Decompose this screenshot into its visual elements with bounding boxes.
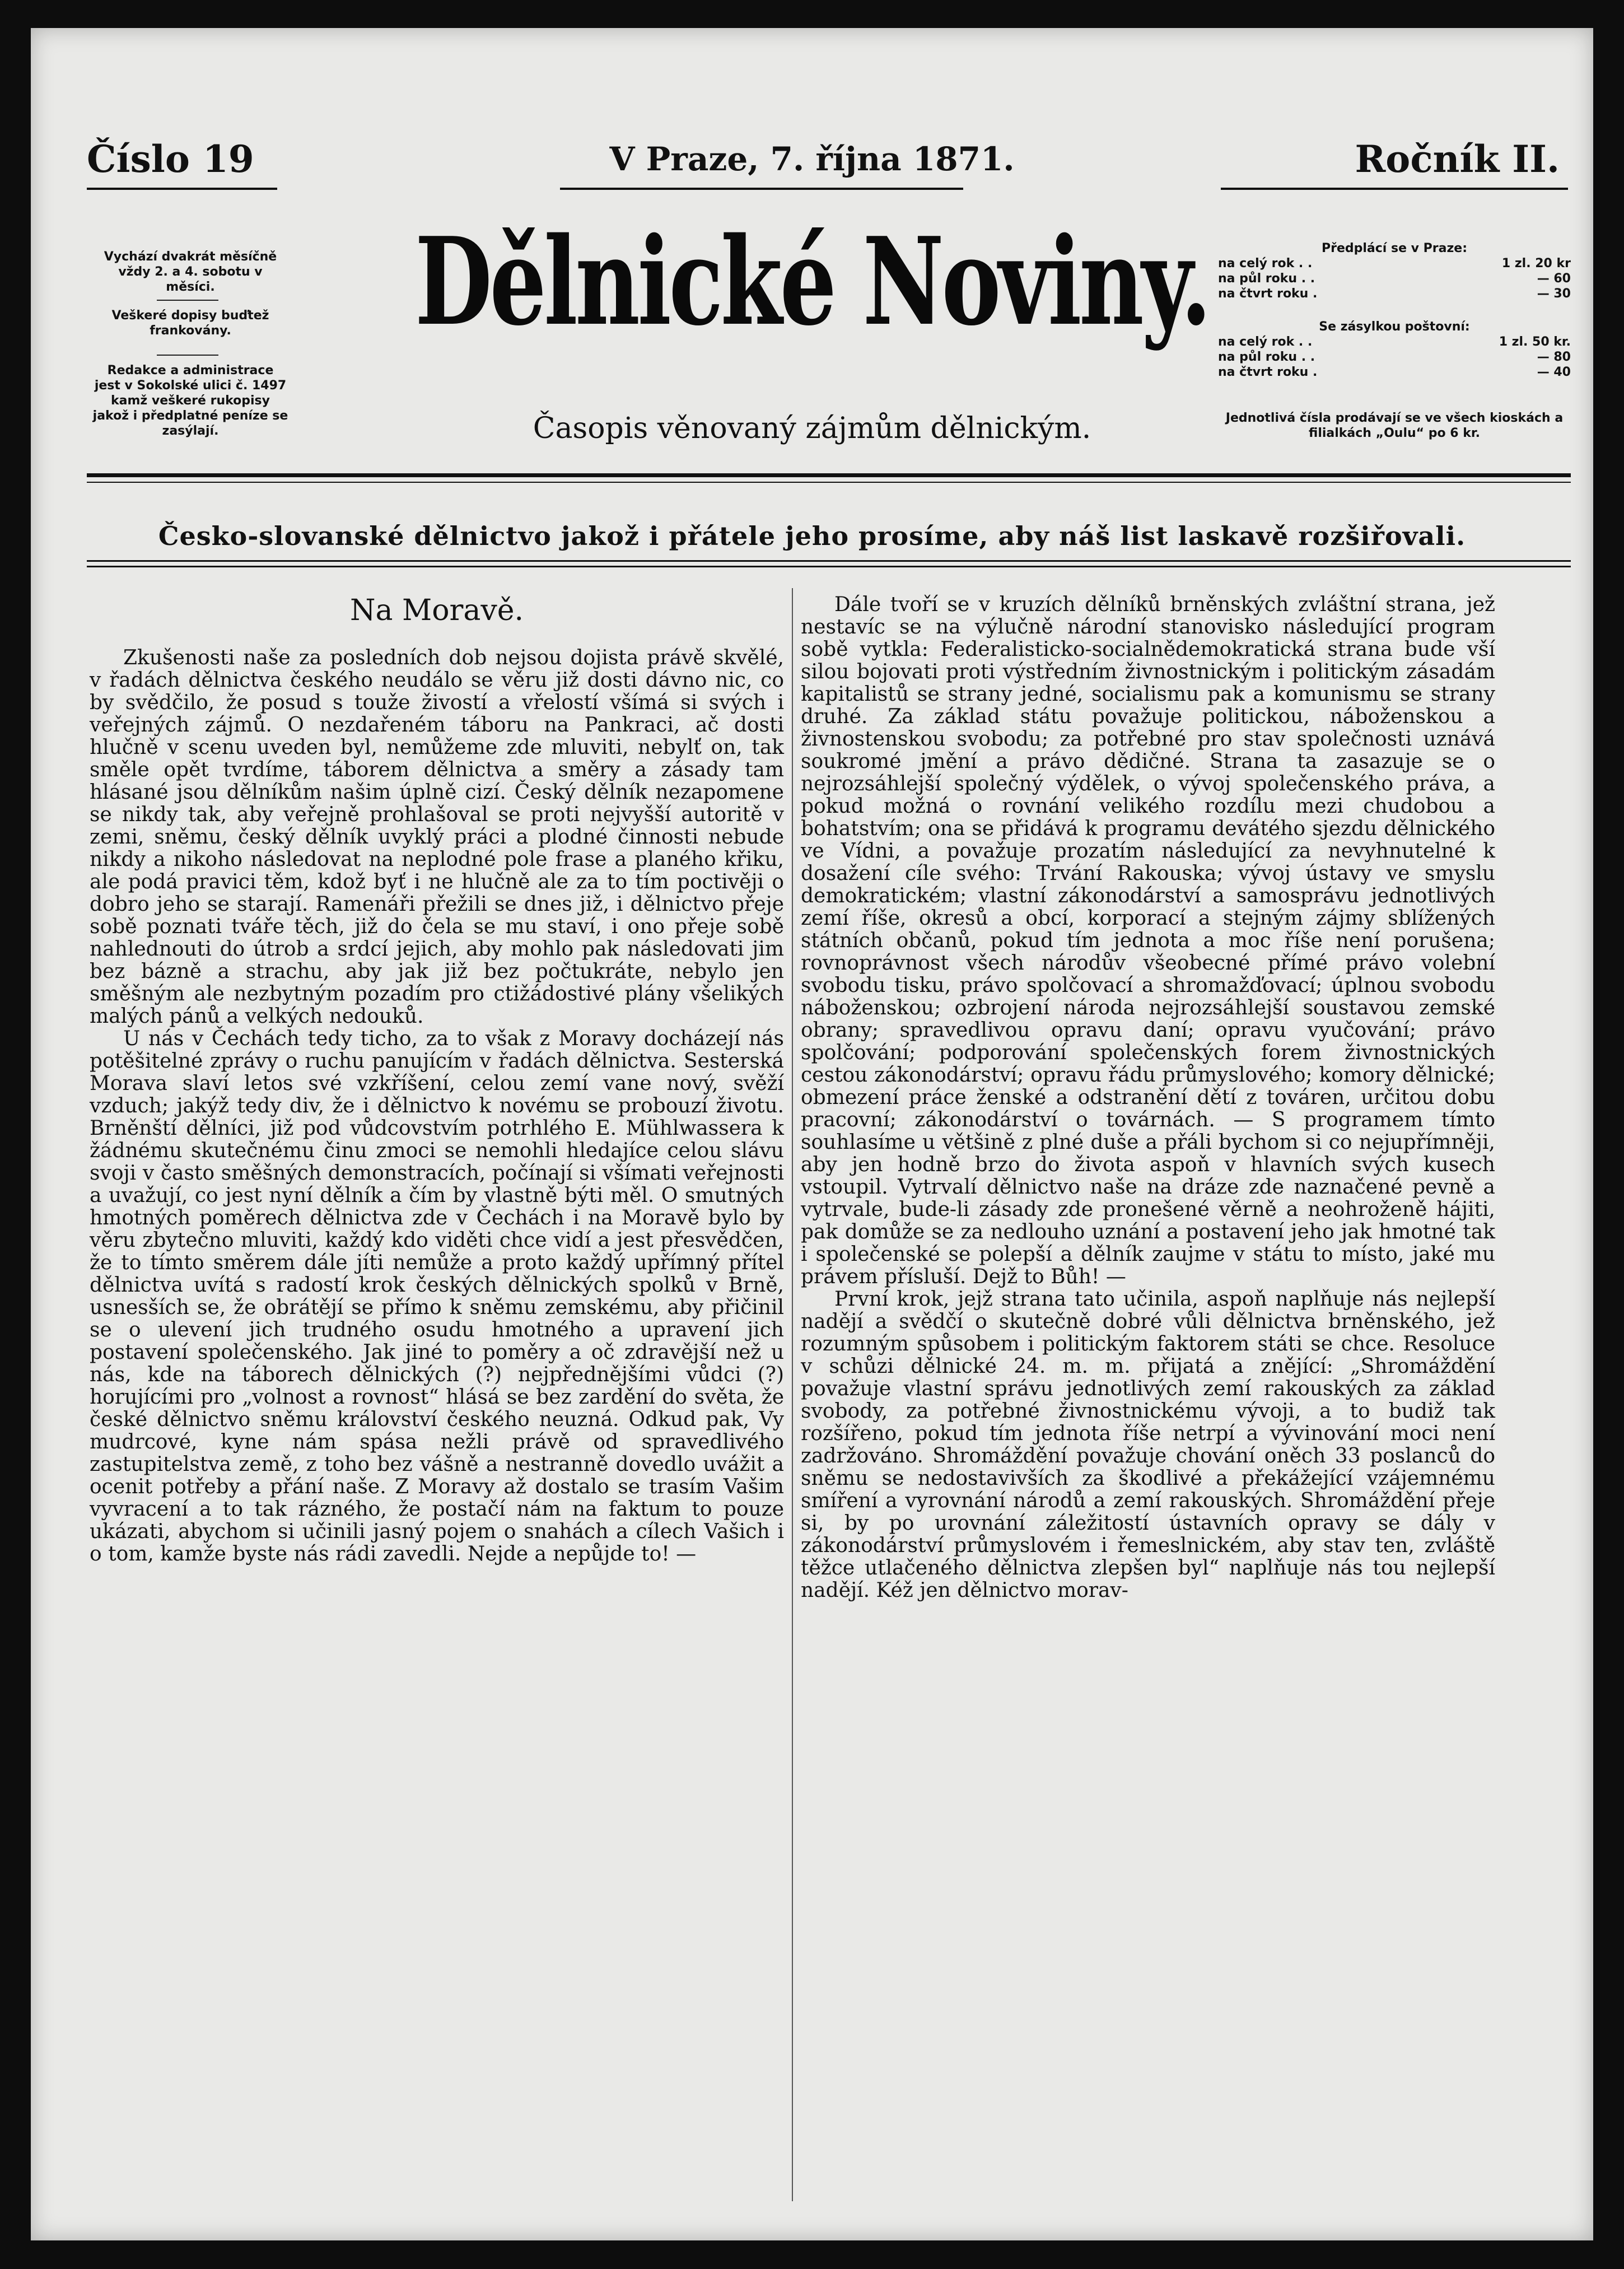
masthead-rule-left (87, 188, 277, 190)
prague-subscription-header: Předplácí se v Praze: (1321, 241, 1468, 255)
issue-number: Číslo 19 (87, 137, 254, 181)
article-column-right (801, 594, 1495, 1602)
prague-subscription (1218, 241, 1571, 301)
price-row (1218, 365, 1571, 380)
masthead-rule-center (560, 188, 963, 190)
price-row (1218, 334, 1571, 350)
note-divider (157, 355, 218, 356)
editorial-address: Redakce a administrace jest v Sokolské ulici č. 1497 kamž veškeré rukopisy jakož i předplatné peníze se zasýlají. (92, 364, 288, 438)
masthead-double-rule-top (87, 473, 1571, 477)
price-row (1218, 256, 1571, 271)
article-heading: Na Moravě. (349, 594, 524, 627)
price-label: na půl roku . . (1218, 350, 1315, 364)
masthead-rule-right (1221, 188, 1568, 190)
price-value: — 40 (1537, 365, 1571, 379)
price-label: na čtvrt roku . (1218, 287, 1318, 301)
article-column-left (90, 594, 784, 1566)
price-label: na celý rok . . (1218, 335, 1313, 349)
masthead-double-rule-bottom (87, 482, 1571, 483)
price-value: — 60 (1537, 272, 1571, 286)
price-value: 1 zl. 50 kr. (1499, 335, 1571, 349)
article-paragraph: U nás v Čechách tedy ticho, za to však z Moravy docházejí nás potěšitelné zprávy o ruchu panujícím v řadách dělnictva. Sesterská Morava slaví letos své vzkříšení, celou zemí vane nový, svěží vzduch; jakýž tedy div, že i dělnictvo k novému se probouzí životu. Brněnští dělníci, již pod vůdcovstvím potrhlého E. Mühlwassera k žádnému skutečnému činu zmoci se nemohli hledajíce celou slávu svoji v často směšných demonstracích, počínají si všímati veřejnosti a uvažují, co jest nyní dělník a čím by vlastně býti měl. O smutných hmotných poměrech dělnictva zde v Čechách i na Moravě bylo by věru zbytečno mluviti, každý kdo viděti chce vidí a jest přesvědčen, že to tímto směrem dále jíti nemůže a proto každý upřímný přítel dělnictva uvítá s radostí krok českých dělnických spolků v Brně, usnesších se, že obrátějí se přímo k sněmu zemskému, aby přičinil se o ulevení jich trudného osudu hmotného a upravení jich postavení společenského. Jak jiné to poměry a oč zdravější než u nás, kde na táborech dělnických (?) nejpřednějšími vůdci (?) horujícími pro „volnost a rovnost“ hlásá se bez zardění do světa, že české dělnictvo sněmu království českého neuzná. Odkud pak, Vy mudrcové, kyne nám spása nežli právě od spravedlivého zastupitelstva země, z toho bez vášně a nestranně dovedlo uvážit a ocenit potřeby a přání naše. Z Moravy až dostalo se trasím Vašim vyvracení a to tak rázného, že postačí nám na faktum to pouze ukázati, abychom si učinili jasný pojem o snahách a cílech Vašich i o tom, kamže byste nás rádi zavedli. Nejde a nepůjde to! — (90, 1027, 784, 1566)
newspaper-page (31, 28, 1593, 2240)
note-divider (157, 300, 218, 301)
volume-number: Ročník II. (1355, 137, 1560, 181)
newspaper-subtitle: Časopis věnovaný zájmům dělnickým. (533, 412, 1091, 445)
price-row (1218, 271, 1571, 286)
price-value: 1 zl. 20 kr (1501, 257, 1571, 271)
price-value: — 30 (1537, 287, 1571, 301)
price-row (1218, 286, 1571, 301)
article-paragraph: První krok, jejž strana tato učinila, aspoň naplňuje nás nejlepší nadějí a svědčí o skutečně dobré vůli dělnictva brněnského, jež rozumným spůsobem i politickým faktorem státi se chce. Resoluce v schůzi dělnické 24. m. m. přijatá a znějící: „Shromáždění považuje vlastní správu jednotlivých zemí rakouských za základ svobody, za potřebné živnostnickému vývoji, a to budiž tak rozšířeno, pokud tím jednota říše netrpí a vývinování moci není zadržováno. Shromáždění považuje chování oněch 33 poslanců do sněmu se nedostavivších za škodlivé a překážející vzájemnému smíření a vyrovnání národů a zemí rakouských. Shromáždění přeje si, by po urovnání záležitostí ústavních opravy se dály v zákonodárství průmyslovém i řemeslnickém, aby stav ten, zvláště těžce utlačeného dělnictva zlepšen byl“ naplňuje nás tou nejlepší nadějí. Kéž jen dělnictvo morav- (801, 1288, 1495, 1602)
publication-schedule: Vychází dvakrát měsíčně vždy 2. a 4. sobotu v měsíci. (104, 250, 277, 294)
price-row (1218, 350, 1571, 365)
postal-subscription-header: Se zásylkou poštovní: (1319, 320, 1470, 334)
newspaper-title: Dělnické Noviny. (414, 211, 1210, 352)
price-label: na půl roku . . (1218, 272, 1315, 286)
article-paragraph: Dále tvoří se v kruzích dělníků brněnských zvláštní strana, jež nestavíc se na výlučně národní stanovisko následující program sobě vytkla: Federalisticko-socialnědemokratická strana bude vší silou bojovati proti výstředním živnostnickým i politickým zásadám kapitalistů se strany jedné, socialismu pak a komunismu se strany druhé. Za základ státu považuje politickou, náboženskou a živnostenskou svobodu; za potřebné pro stav společnosti uznává soukromé jmění a právo dědičné. Strana ta zasazuje se o nejrozsáhlejší společný výdělek, o vývoj společenského práva, a pokud možná o rovnání velikého rozdílu mezi chudobou a bohatstvím; ona se přidává k programu devátého sjezdu dělnického ve Vídni, a považuje prozatím následující za nevyhnutelné k dosažení cíle svého: Trvání Rakouska; vývoj ústavy ve smyslu demokratickém; vlastní zákonodárství a samosprávu jednotlivých zemí říše, okresů a obcí, korporací a stejným zájmy sblížených státních občanů, pokud tím jednota a moc říše není porušena; rovnoprávnost všech národův všeobecné přímé právo volební svobodu tisku, právo spolčovací a shromažďovací; úplnou svobodu náboženskou; ozbrojení národa nejrozsáhlejší soustavou zemské obrany; spravedlivou opravu daní; opravu vyučování; právo spolčování; podporování společenských forem živnostnických cestou zákonodárství; opravu řádu průmyslového; komory dělnické; obmezení práce ženské a odstranění dětí z továren, určitou dobu pracovní; zákonodárství o továrnách. — S programem tímto souhlasíme u většině z plné duše a přáli bychom si co nejupřímněji, aby jen hodně brzo do života aspoň v hlavních svých kusech vstoupil. Vytrvalí dělnictvo naše na dráze zde naznačené pevně a vytrvale, bude-li zásady zde pronešené věrně a neohroženě hájiti, pak domůže se za nedlouho uznání a postavení jeho jak hmotné tak i společenské se polepší a dělník zaujme v státu to místo, jaké mu právem přísluší. Dejž to Bůh! — (801, 593, 1495, 1288)
postage-note: Veškeré dopisy buďtež frankovány. (111, 309, 269, 338)
price-label: na čtvrt roku . (1218, 365, 1318, 379)
dateline: V Praze, 7. října 1871. (609, 140, 1015, 178)
price-label: na celý rok . . (1218, 257, 1313, 271)
retail-note: Jednotlivá čísla prodávají se ve všech kioskách a filialkách „Oulu“ po 6 kr. (1225, 411, 1564, 440)
postal-subscription (1218, 319, 1571, 380)
reader-appeal: Česko-slovanské dělnictvo jakož i přátele jeho prosíme, aby náš list laskavě rozšiřovali. (158, 521, 1466, 551)
article-paragraph: Zkušenosti naše za posledních dob nejsou dojista právě skvělé, v řadách dělnictva českého neudálo se věru již dosti dávno nic, co by svědčilo, že posud s touže živostí a vřelostí všímá si svých i veřejných zájmů. O nezdařeném táboru na Pankraci, ač dosti hlučně v scenu uveden byl, nemůžeme zde mluviti, nebylť on, tak směle opět tvrdíme, táborem dělnictva a směry a zásady tam hlásané jsou dělníkům našim úplně cizí. Český dělník nezapomene se nikdy tak, aby veřejně prohlašoval se proti nejvyšší autoritě v zemi, sněmu, český dělník uvyklý práci a plodné činnosti nebude nikdy a nikoho následovat na neplodné pole frase a planého křiku, ale podá pravici těm, kdož byť i ne hlučně ale za to tím poctivěji o dobro jeho se starají. Ramenáři přežili se dnes již, i dělnictvo přeje sobě poznati tváře těch, již do čela se mu staví, i ono přeje sobě nahlednouti do útrob a srdcí jejich, aby mohlo pak následovati jim bez bázně a strachu, aby jak již bez počtukráte, nebylo jen směšným ale nezbytným pozadím pro ctižádostivé plány všelikých malých pánů a velkých nedouků. (90, 646, 784, 1028)
price-value: — 80 (1537, 350, 1571, 364)
appeal-rule-top (87, 560, 1571, 562)
column-divider (792, 588, 793, 2201)
appeal-rule-bottom (87, 566, 1571, 567)
